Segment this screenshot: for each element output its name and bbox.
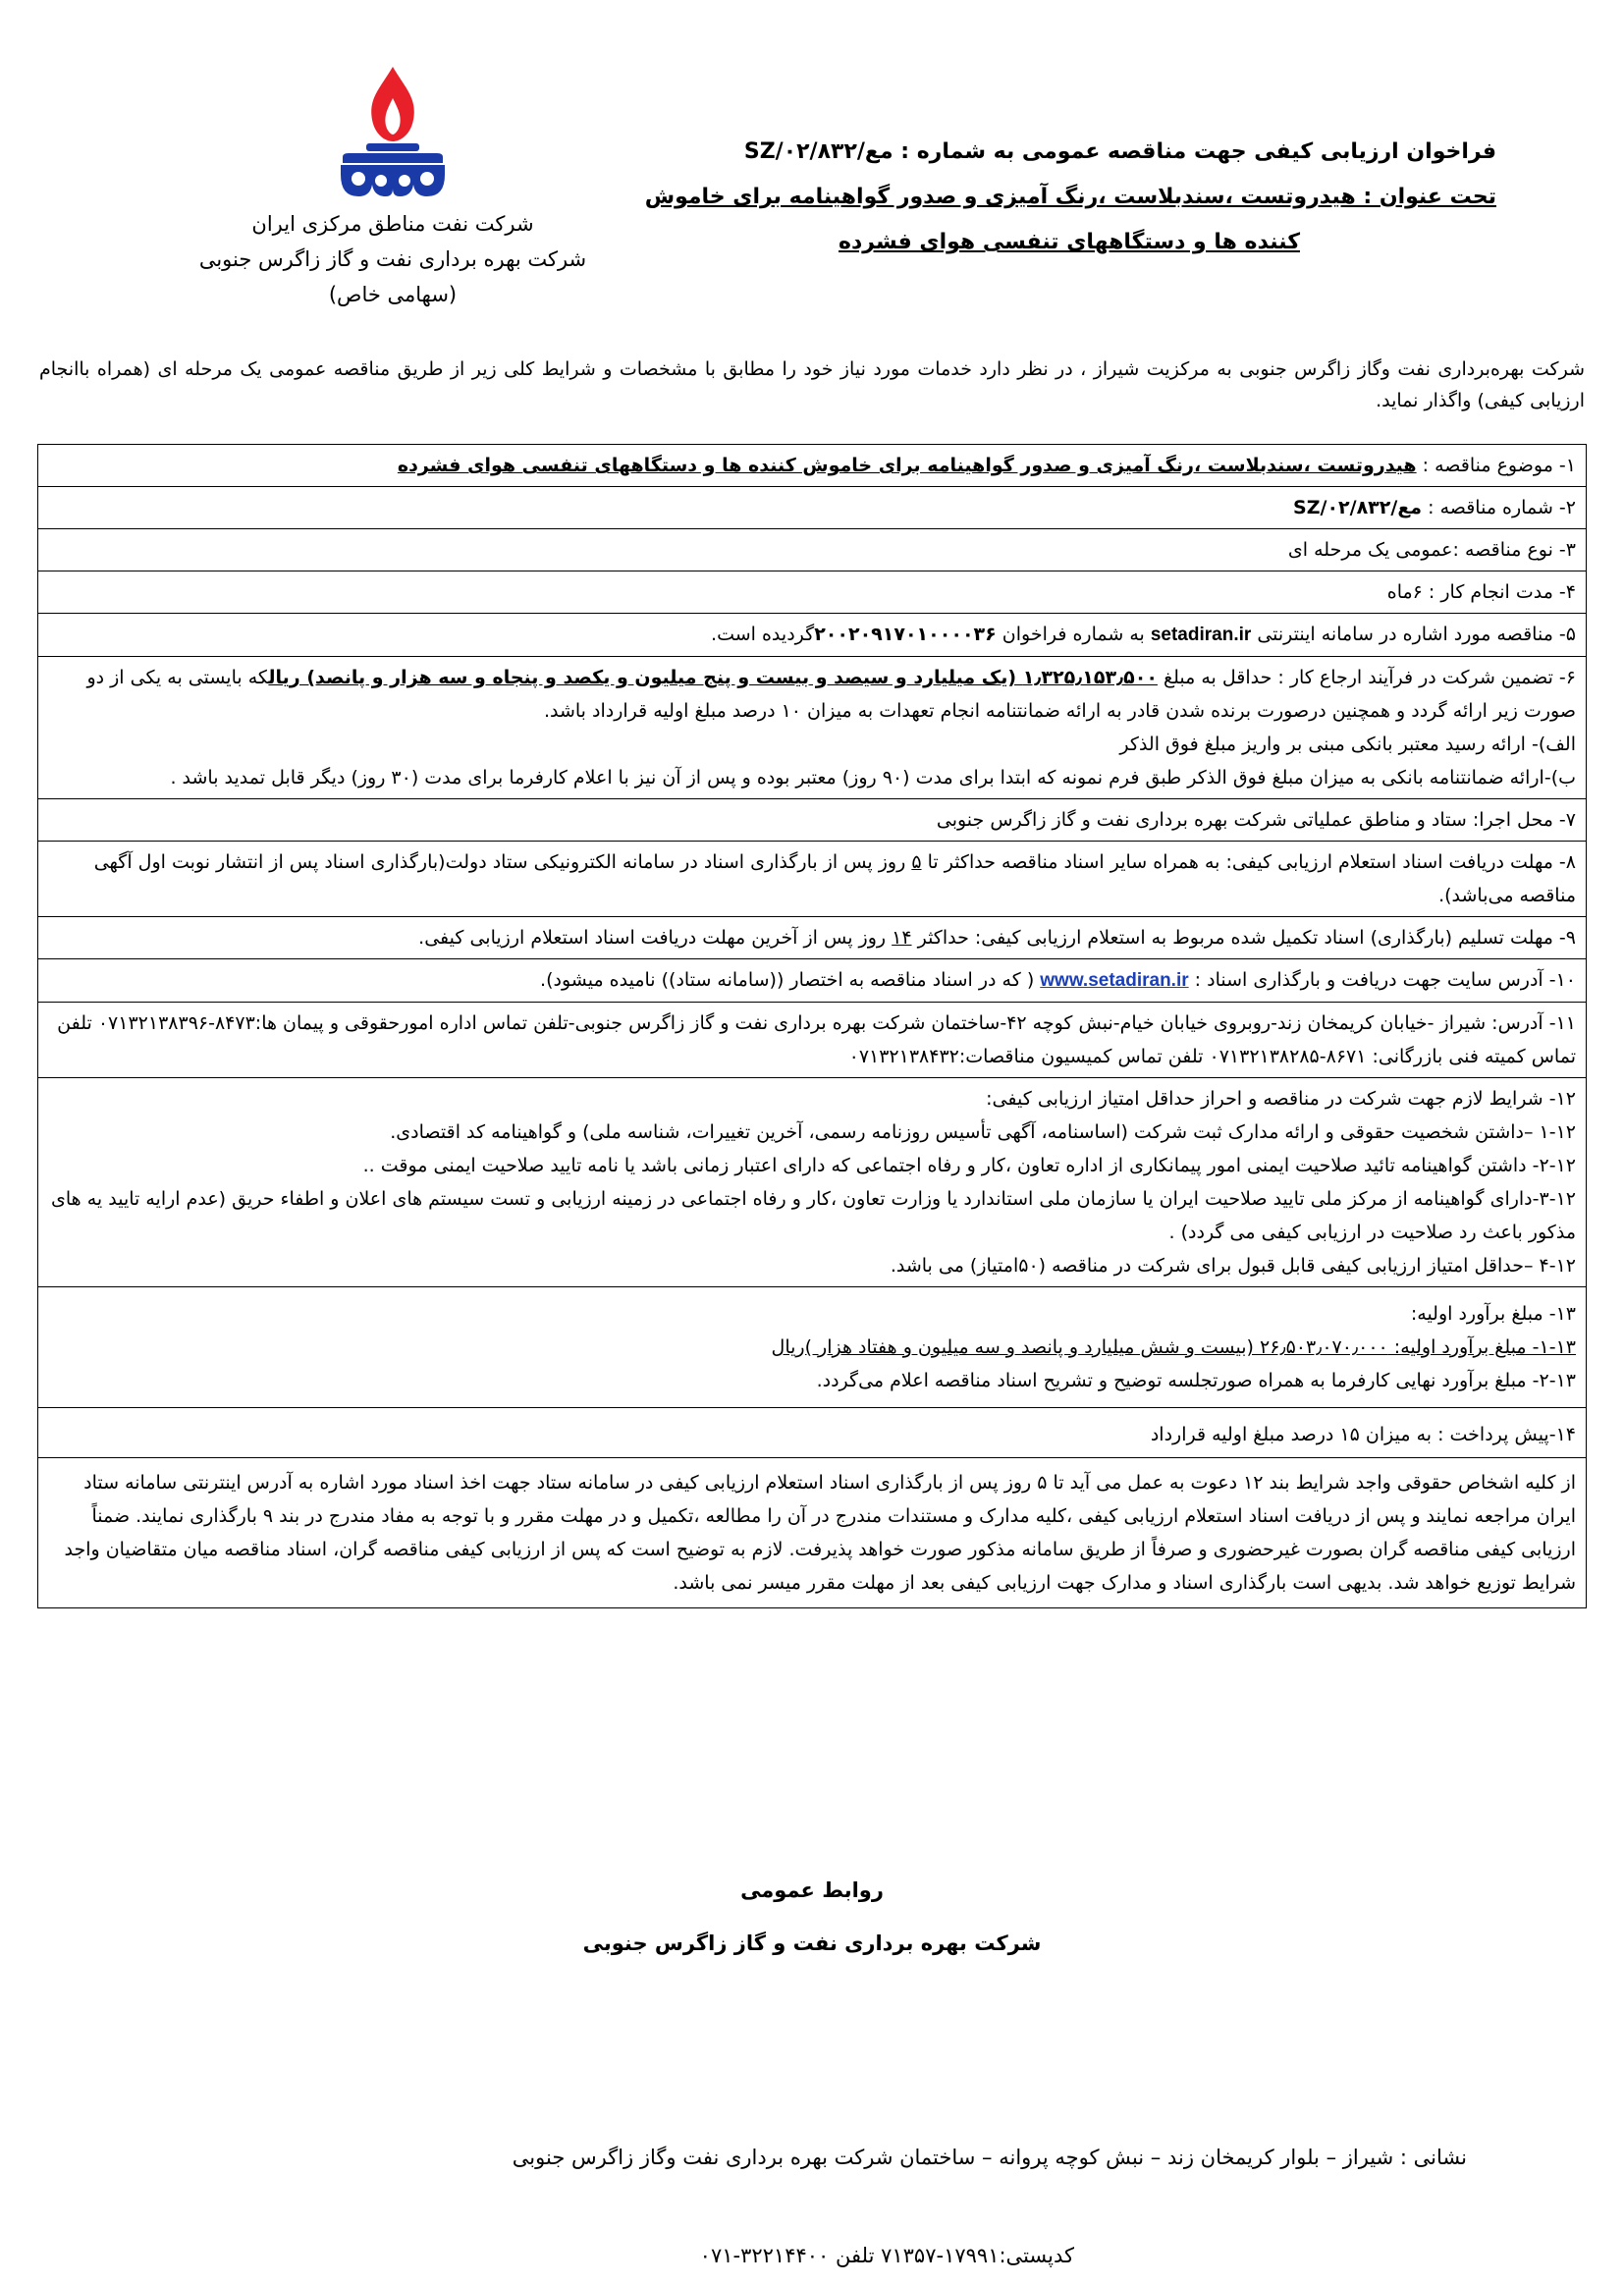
company-name-1: شرکت نفت مناطق مرکزی ایران (251, 212, 534, 236)
guarantee-option-b: ب)-ارائه ضمانتنامه بانکی به میزان مبلغ فوق الذکر طبق فرم نمونه که ابتدا برای مدت (۹۰ روز) معتبر بوده و پس از آن نیز با اعلام کارفرما برای مدت (۳۰ روز) دیگر قابل تمدید باشد . (170, 767, 1576, 789)
table-row (38, 657, 1587, 799)
guarantee-option-a: الف)- ارائه رسید معتبر بانکی مبنی بر واریز مبلغ فوق الذکر (1119, 734, 1576, 755)
table-row (38, 571, 1587, 614)
table-row (38, 529, 1587, 571)
table-row (38, 799, 1587, 842)
site-address-label: ۱۰- آدرس سایت جهت دریافت و بارگذاری اسناد : (1194, 969, 1576, 991)
subject-label: ۱- موضوع مناقصه : (1422, 455, 1576, 476)
table-row (38, 1078, 1587, 1287)
estimate-initial: ۱-۱۳- مبلغ برآورد اولیه: ۲۶٫۵۰۳٫۰۷۰٫۰۰۰ (بیست و شش میلیارد و پانصد و سه میلیون و هفتاد هزار )ریال (771, 1336, 1576, 1358)
prepayment: ۱۴-پیش پرداخت : به میزان ۱۵ درصد مبلغ اولیه قرارداد (38, 1408, 1587, 1458)
table-row (38, 1408, 1587, 1458)
company-type: (سهامی خاص) (328, 283, 458, 306)
logo-block (187, 59, 599, 312)
condition-4: ۴-۱۲ –حداقل امتیاز ارزیابی کیفی قابل قبول برای شرکت در مناقصه (۵۰امتیاز) می باشد. (890, 1255, 1576, 1277)
setadiran-link[interactable]: www.setadiran.ir (1040, 970, 1189, 991)
receive-deadline-a: ۸- مهلت دریافت اسناد استعلام ارزیابی کیفی: به همراه سایر اسناد مناقصه حداکثر تا (927, 851, 1576, 873)
receive-deadline-b: روز پس از بارگذاری اسناد در سامانه الکترونیکی ستاد دولت(بارگذاری اسناد پس از انتشار نوبت اول آگهی مناقصه می‌باشد). (93, 851, 1576, 906)
setad-text-a: ۵- مناقصه مورد اشاره در سامانه اینترنتی (1257, 624, 1576, 645)
table-row (38, 1003, 1587, 1078)
receive-deadline-days: ۵ (911, 851, 922, 873)
table-row (38, 917, 1587, 959)
tender-details-table (37, 444, 1587, 1608)
footer-postal: کدپستی:۱۷۹۹۱-۷۱۳۵۷ تلفن ۳۲۲۱۴۴۰۰-۰۷۱ (699, 2244, 1074, 2267)
tender-type: ۳- نوع مناقصه :عمومی یک مرحله ای (38, 529, 1587, 571)
estimate-final: ۲-۱۳- مبلغ برآورد نهایی کارفرما به همراه صورتجلسه توضیح و تشریح اسناد مناقصه اعلام می‌گردد. (816, 1370, 1576, 1391)
site-address-note: ( که در اسناد مناقصه به اختصار ((سامانه ستاد)) نامیده میشود). (540, 969, 1035, 991)
public-relations: روابط عمومی (740, 1878, 884, 1902)
guarantee-amount: ۱٫۳۲۵٫۱۵۳٫۵۰۰ (یک میلیارد و سیصد و بیست و پنج میلیون و یکصد و پنجاه و سه هزار و پانصد) ریال (268, 667, 1158, 688)
table-row (38, 1287, 1587, 1408)
setad-site: setadiran.ir (1150, 625, 1252, 645)
table-row (38, 487, 1587, 529)
tender-number-label: ۲- شماره مناقصه : (1428, 497, 1576, 518)
table-row (38, 842, 1587, 917)
work-duration: ۴- مدت انجام کار : ۶ماه (38, 571, 1587, 614)
signature-company: شرکت بهره برداری نفت و گاز زاگرس جنوبی (582, 1931, 1042, 1955)
contact-address: ۱۱- آدرس: شیراز -خیابان کریمخان زند-روبروی خیابان خیام-نبش کوچه ۴۲-ساختمان شرکت بهره برداری نفت و گاز زاگرس جنوبی-تلفن تماس اداره امورحقوقی و پیمان ها:۸۴۷۳-۰۷۱۳۲۱۳۸۳۹۶ تلفن تماس کمیته فنی بازرگانی: ۸۶۷۱-۰۷۱۳۲۱۳۸۲۸۵ تلفن تماس کمیسیون مناقصات:۰۷۱۳۲۱۳۸۴۳۲ (38, 1003, 1587, 1078)
title-line-2: تحت عنوان : هیدروتست ،سندبلاست ،رنگ آمیزی و صدور گواهینامه برای خاموش (644, 185, 1496, 209)
table-row (38, 445, 1587, 487)
table-row (38, 1458, 1587, 1608)
table-row (38, 959, 1587, 1003)
condition-1: ۱-۱۲ –داشتن شخصیت حقوقی و ارائه مدارک ثبت شرکت (اساسنامه، آگهی تأسیس روزنامه رسمی، آخرین تغییرات، شناسه ملی) و گواهینامه کد اقتصادی. (390, 1121, 1576, 1143)
page-header (0, 59, 1624, 344)
tender-title (613, 130, 1496, 265)
submit-deadline-a: ۹- مهلت تسلیم (بارگذاری) اسناد تکمیل شده مربوط به استعلام ارزیابی کیفی: حداکثر (917, 927, 1576, 949)
signature-block (0, 1864, 1624, 1970)
nioc-logo-icon (329, 59, 457, 206)
guarantee-text-a: ۶- تضمین شرکت در فرآیند ارجاع کار : حداقل به مبلغ (1164, 667, 1576, 688)
footer-address: نشانی : شیراز – بلوار کریمخان زند – نبش کوچه پروانه – ساختمان شرکت بهره برداری نفت وگاز زاگرس جنوبی (512, 2146, 1467, 2169)
call-number: ۲۰۰۲۰۹۱۷۰۱۰۰۰۰۳۶ (814, 624, 997, 645)
guarantee-text-b: که بایستی به یکی از دو صورت زیر ارائه گردد و همچنین درصورت برنده شدن قادر به ارائه ضمانتنامه انجام تعهدات به میزان ۱۰ درصد مبلغ اولیه قرارداد باشد. (86, 667, 1576, 722)
conditions-title: ۱۲- شرایط لازم جهت شرکت در مناقصه و احراز حداقل امتیاز ارزیابی کیفی: (986, 1088, 1576, 1110)
subject-value: هیدروتست ،سندبلاست ،رنگ آمیزی و صدور گواهینامه برای خاموش کننده ها و دستگاههای تنفسی هوای فشرده (397, 455, 1417, 476)
tender-number-value: مع/۰۲/۸۳۲/SZ (1293, 497, 1423, 518)
title-line-1: فراخوان ارزیابی کیفی جهت مناقصه عمومی به شماره : مع/۰۲/۸۳۲/SZ (743, 139, 1496, 164)
final-invitation: از کلیه اشخاص حقوقی واجد شرایط بند ۱۲ دعوت به عمل می آید تا ۵ روز پس از بارگذاری اسناد استعلام ارزیابی کیفی در سامانه ستاد جهت اخذ اسناد مورد اشاره به آدرس اینترنتی سامانه ستاد ایران مراجعه نمایند و پس از دریافت اسناد استعلام ارزیابی کیفی ،کلیه مدارک و مستندات مندرج در آن را مطالعه ،تکمیل و در مهلت مقرر و با توجه به مفاد مندرج در بند ۹ بارگذاری نمایند. ضمناً ارزیابی کیفی مناقصه گران بصورت غیرحضوری و صرفاً از طریق سامانه مذکور صورت خواهد پذیرفت. لازم به توضیح است که پس از ارزیابی کیفی مناقصه گران، اسناد مناقصه میان متقاضیان واجد شرایط توزیع خواهد شد. بدیهی است بارگذاری اسناد و مدارک جهت ارزیابی کیفی بعد از مهلت مقرر میسر نمی باشد. (38, 1458, 1587, 1608)
estimate-title: ۱۳- مبلغ برآورد اولیه: (1410, 1303, 1576, 1325)
submit-deadline-b: روز پس از آخرین مهلت دریافت اسناد استعلام ارزیابی کیفی. (418, 927, 887, 949)
setad-text-c: گردیده است. (711, 624, 815, 645)
setad-text-b: به شماره فراخوان (1001, 624, 1145, 645)
condition-2: ۲-۱۲- داشتن گواهینامه تائید صلاحیت ایمنی امور پیمانکاری از اداره تعاون ،کار و رفاه اجتماعی که دارای اعتبار زمانی باشد یا نامه تایید صلاحیت ایمنی موقت .. (362, 1155, 1576, 1176)
table-row (38, 614, 1587, 657)
condition-3: ۳-۱۲-دارای گواهینامه از مرکز ملی تایید صلاحیت ایران یا سازمان ملی استاندارد یا وزارت تعاون ،کار و رفاه اجتماعی در زمینه ارزیابی و تست سیستم های اعلان و اطفاء حریق (عدم ارایه تایید یه های مذکور باعث رد صلاحیت در ارزیابی کیفی می گردد) . (51, 1188, 1576, 1243)
intro-paragraph: شرکت بهره‌برداری نفت وگاز زاگرس جنوبی به مرکزیت شیراز ، در نظر دارد خدمات مورد نیاز خود را مطابق با مشخصات و شرایط کلی زیر از طریق مناقصه عمومی یک مرحله ای (همراه باانجام ارزیابی کیفی) واگذار نماید. (39, 358, 1585, 411)
submit-deadline-days: ۱۴ (892, 927, 912, 949)
company-name-2: شرکت بهره برداری نفت و گاز زاگرس جنوبی (198, 247, 587, 271)
title-line-3: کننده ها و دستگاههای تنفسی هوای فشرده (839, 230, 1300, 254)
execution-place: ۷- محل اجرا: ستاد و مناطق عملیاتی شرکت بهره برداری نفت و گاز زاگرس جنوبی (38, 799, 1587, 842)
